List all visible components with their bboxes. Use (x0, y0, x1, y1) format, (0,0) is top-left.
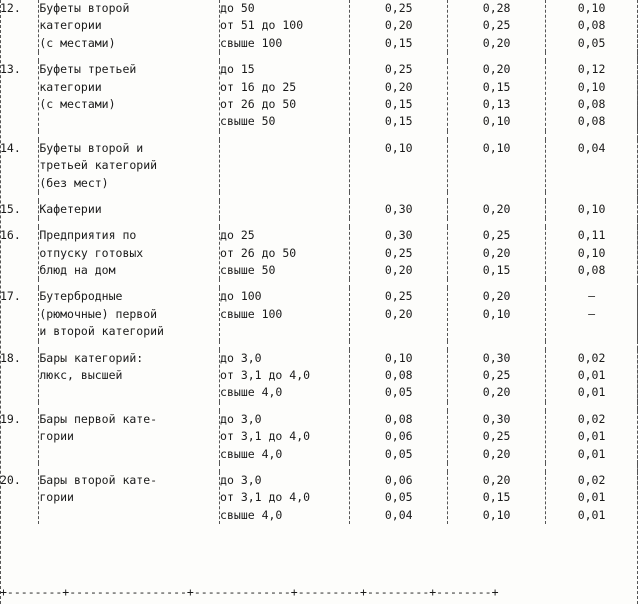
table-bottom-rule: +--------+-----------------+--------------+---------+---------+--------+ (0, 585, 499, 599)
row-number: 15. (0, 201, 39, 218)
row-range: до 15 от 16 до 25 от 26 до 50 свыше 50 (220, 61, 350, 131)
table-row (0, 472, 638, 524)
row-value-2: 0,20 (448, 201, 546, 218)
row-value-3: 0,02 0,01 0,01 (546, 472, 638, 524)
row-value-2: 0,30 0,25 0,20 (448, 411, 546, 463)
row-spacer (0, 52, 638, 61)
row-value-1: 0,25 0,20 0,15 0,15 (350, 61, 448, 131)
row-spacer (0, 131, 638, 140)
row-value-1: 0,30 0,25 0,20 (350, 227, 448, 279)
row-number: 20. (0, 472, 39, 524)
table-row (0, 140, 638, 192)
row-value-2: 0,10 (448, 140, 546, 192)
table-row (0, 350, 638, 402)
row-name: Предприятия по отпуску готовых блюд на дом (39, 227, 220, 279)
row-spacer (0, 402, 638, 411)
row-name: Бутербродные (рюмочные) первой и второй категорий (39, 288, 220, 340)
row-value-2: 0,25 0,20 0,15 (448, 227, 546, 279)
row-spacer (0, 192, 638, 201)
table-left-border (0, 0, 1, 604)
row-value-1: 0,08 0,06 0,05 (350, 411, 448, 463)
row-spacer (0, 279, 638, 288)
table-row (0, 0, 638, 52)
table-row (0, 227, 638, 279)
row-number: 17. (0, 288, 39, 340)
row-number: 14. (0, 140, 39, 192)
row-value-2: 0,20 0,15 0,10 (448, 472, 546, 524)
row-value-3: 0,02 0,01 0,01 (546, 411, 638, 463)
row-value-2: 0,20 0,10 (448, 288, 546, 340)
row-range: до 3,0 от 3,1 до 4,0 свыше 4,0 (220, 472, 350, 524)
row-number: 18. (0, 350, 39, 402)
row-range: до 3,0 от 3,1 до 4,0 свыше 4,0 (220, 411, 350, 463)
row-value-1: 0,06 0,05 0,04 (350, 472, 448, 524)
row-spacer (0, 463, 638, 472)
row-value-3: 0,10 (546, 201, 638, 218)
row-value-1: 0,30 (350, 201, 448, 218)
row-name: Кафетерии (39, 201, 220, 218)
row-name: Бары второй кате- гории (39, 472, 220, 524)
row-value-1: 0,25 0,20 (350, 288, 448, 340)
row-value-3: 0,04 (546, 140, 638, 192)
row-range: до 100 свыше 100 (220, 288, 350, 340)
row-number: 12. (0, 0, 39, 52)
row-name: Буфеты второй и третьей категорий (без мест) (39, 140, 220, 192)
row-value-1: 0,25 0,20 0,15 (350, 0, 448, 52)
row-value-3: – – (546, 288, 638, 340)
row-value-2: 0,28 0,25 0,20 (448, 0, 546, 52)
row-value-2: 0,30 0,25 0,20 (448, 350, 546, 402)
row-number: 16. (0, 227, 39, 279)
row-name: Бары первой кате- гории (39, 411, 220, 463)
table-row (0, 288, 638, 340)
row-range (220, 201, 350, 218)
table-row (0, 201, 638, 218)
row-value-3: 0,12 0,10 0,08 0,08 (546, 61, 638, 131)
row-value-3: 0,02 0,01 0,01 (546, 350, 638, 402)
row-name: Бары категорий: люкс, высшей (39, 350, 220, 402)
row-spacer (0, 341, 638, 350)
row-range: до 50 от 51 до 100 свыше 100 (220, 0, 350, 52)
row-value-2: 0,20 0,15 0,13 0,10 (448, 61, 546, 131)
row-number: 19. (0, 411, 39, 463)
table-row (0, 411, 638, 463)
row-value-1: 0,10 (350, 140, 448, 192)
row-number: 13. (0, 61, 39, 131)
row-value-3: 0,11 0,10 0,08 (546, 227, 638, 279)
table-row (0, 61, 638, 131)
row-range: до 25 от 26 до 50 свыше 50 (220, 227, 350, 279)
row-value-1: 0,10 0,08 0,05 (350, 350, 448, 402)
row-range: до 3,0 от 3,1 до 4,0 свыше 4,0 (220, 350, 350, 402)
row-value-3: 0,10 0,08 0,05 (546, 0, 638, 52)
row-name: Буфеты третьей категории (с местами) (39, 61, 220, 131)
row-name: Буфеты второй категории (с местами) (39, 0, 220, 52)
row-spacer (0, 218, 638, 227)
row-range (220, 140, 350, 192)
